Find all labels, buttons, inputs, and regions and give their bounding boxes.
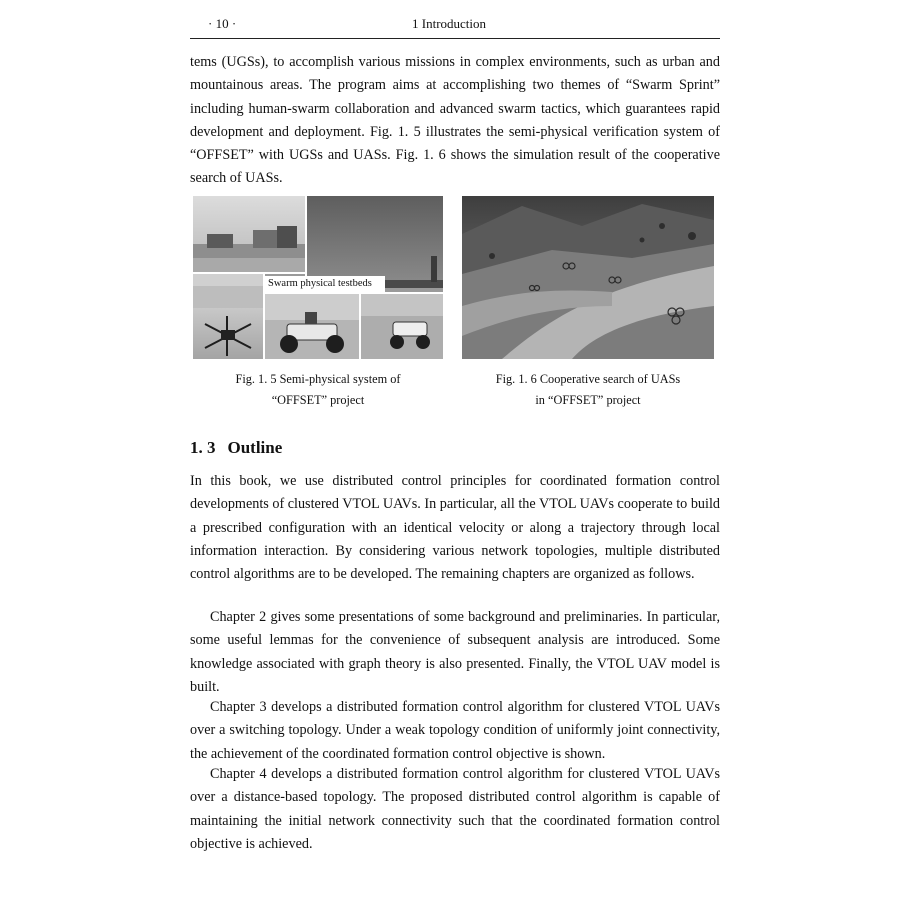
figure-1-5-caption-line2: “OFFSET” project xyxy=(271,393,365,407)
chapter-4-paragraph: Chapter 4 develops a distributed formation control algorithm for clustered VTOL UAVs over a distance-based topology. The proposed distributed control algorithm is capable of maintaining the initial network connectivity such that the coordinated formation control objective is achieved. xyxy=(190,766,720,852)
section-title: Outline xyxy=(227,438,283,457)
intro-paragraph: tems (UGSs), to accomplish various missions in complex environments, such as urban and mountainous areas. The program aims at accomplishing two themes of “Swarm Sprint” including human-swarm collaboration and advanced swarm tactics, which guarantees rapid development and deployment. Fig. 1. 5 illustrates the semi-physical verification system of “OFFSET” with UGSs and UASs. Fig. 1. 6 shows the simulation result of the cooperative search of UASs. xyxy=(190,54,720,187)
figure-1-5-caption-line1: Fig. 1. 5 Semi-physical system of xyxy=(235,372,401,386)
figure-1-5-image xyxy=(193,196,443,359)
chapter-2-paragraph: Chapter 2 gives some presentations of some background and preliminaries. In particular, some useful lemmas for the convenience of subsequent analysis are introduced. Some knowledge associated with graph theory is also presented. Finally, the VTOL UAV model is built. xyxy=(190,609,720,695)
outline-paragraph: In this book, we use distributed control principles for coordinated formation control developments of clustered VTOL UAVs. In particular, all the VTOL UAVs cooperate to build a prescribed configuration with an identical velocity or along a trajectory through local information interaction. By considering various network topologies, multiple distributed control algorithms are to be developed. The remaining chapters are organized as follows. xyxy=(190,473,720,583)
section-number: 1. 3 xyxy=(190,438,216,457)
figure-1-6-caption-line1: Fig. 1. 6 Cooperative search of UASs xyxy=(495,372,681,386)
section-heading xyxy=(190,438,282,458)
figure-1-6-image xyxy=(462,196,714,359)
figure-1-6-caption-line2: in “OFFSET” project xyxy=(535,393,641,407)
figure-1-6-caption xyxy=(470,369,706,411)
page-number: · 10 · xyxy=(208,16,237,31)
figure-1-5-label: Swarm physical testbeds xyxy=(268,278,372,289)
running-header xyxy=(190,14,720,39)
chapter-3-paragraph: Chapter 3 develops a distributed formation control algorithm for clustered VTOL UAVs over a switching topology. Under a weak topology condition of uniformly joint connectivity, the achievement of the coordinated formation control objective is shown. xyxy=(190,699,720,762)
running-title: 1 Introduction xyxy=(412,16,487,31)
figure-1-5-caption xyxy=(205,369,431,411)
